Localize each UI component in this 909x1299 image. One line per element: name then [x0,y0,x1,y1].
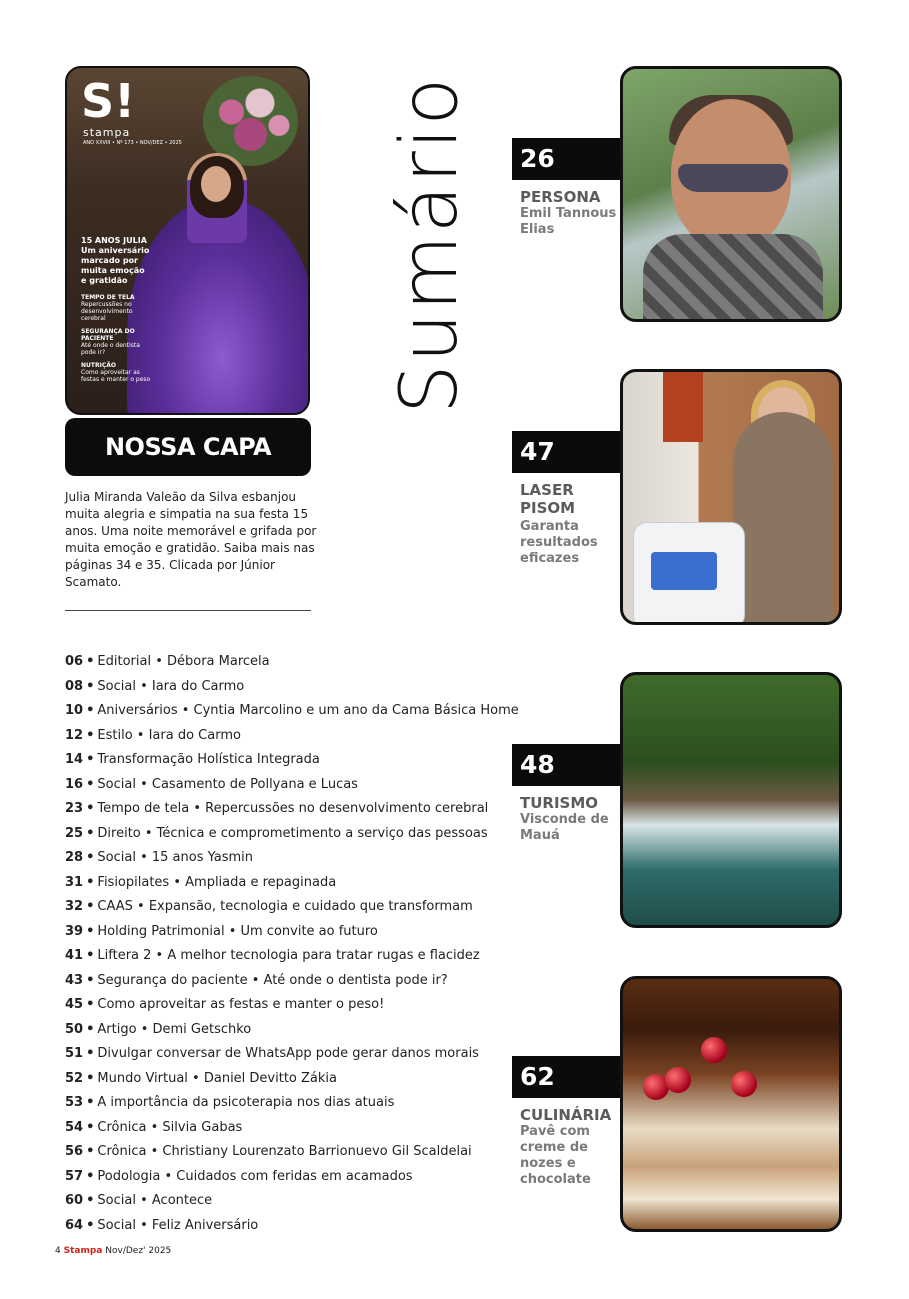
toc-text: Transformação Holística Integrada [97,752,320,767]
toc-item[interactable] [65,1140,505,1165]
feature-category: CULINÁRIA [520,1106,612,1124]
cover-image[interactable] [65,66,310,415]
girl-face [201,166,231,202]
toc-page: 50 [65,1021,84,1037]
toc-page: 31 [65,874,84,890]
toc-item[interactable] [65,1042,505,1067]
bullet: • [86,654,95,669]
toc-page: 57 [65,1168,84,1184]
woman-figure [733,412,833,625]
cover-headline: 15 ANOS JULIA Um aniversário marcado por muita emoção e gratidão [81,236,150,285]
bullet: • [86,801,95,816]
toc-text: Podologia • Cuidados com feridas em acamados [97,1168,413,1184]
cherry [665,1067,691,1093]
toc-text: Social • 15 anos Yasmin [97,850,254,865]
toc-item[interactable] [65,895,505,920]
toc-text: Fisiopilates • Ampliada e repaginada [97,874,337,890]
cover-blurb-title: TEMPO DE TELA [81,294,135,301]
toc-item[interactable] [65,871,505,896]
feature-subtitle: Garanta resultados eficazes [520,519,598,566]
cover-blurbs [81,236,151,389]
toc-text: Direito • Técnica e comprometimento a serviço das pessoas [97,825,488,841]
toc-item[interactable] [65,1165,505,1190]
toc-page: 25 [65,825,84,841]
bullet: • [86,850,95,865]
toc-text: Editorial • Débora Marcela [97,654,270,669]
toc-page: 16 [65,776,84,792]
toc-page: 54 [65,1119,84,1135]
bullet: • [86,825,95,841]
toc-text: Estilo • Iara do Carmo [97,727,241,743]
toc-item[interactable] [65,748,505,773]
bullet: • [86,1193,95,1208]
divider [65,610,311,611]
feature-page-number: 26 [512,138,632,180]
footer-brand: Stampa [63,1246,103,1256]
cherry [731,1071,757,1097]
bullet: • [86,1144,95,1159]
toc-page: 08 [65,678,84,694]
nossa-capa-label: NOSSA CAPA [65,418,311,476]
shelf [663,372,703,442]
bullet: • [86,1168,95,1184]
toc-text: CAAS • Expansão, tecnologia e cuidado que transformam [97,899,473,914]
cover-blurb-text: Até onde o dentista pode ir? [81,342,140,356]
toc-text: Segurança do paciente • Até onde o dentista pode ir? [97,972,448,988]
toc-page: 43 [65,972,84,988]
toc-page: 14 [65,752,84,767]
toc-page: 28 [65,850,84,865]
bullet: • [86,727,95,743]
toc-page: 45 [65,997,84,1012]
cover-blurb-text: Como aproveitar as festas e manter o peso [81,369,151,383]
toc-text: Social • Feliz Aniversário [97,1217,259,1233]
feature-page-number: 62 [512,1056,632,1098]
toc-item[interactable] [65,1189,505,1214]
scarf [643,234,823,322]
bullet: • [86,1070,95,1086]
footer-edition: Nov/Dez' 2025 [105,1246,172,1256]
cherry [701,1037,727,1063]
cover-blurb-text: Repercussões no desenvolvimento cerebral [81,301,133,322]
toc-text: Como aproveitar as festas e manter o peso! [97,997,385,1012]
toc-page: 32 [65,899,84,914]
feature-category: TURISMO [520,794,599,812]
footer-page-number: 4 [55,1246,61,1256]
toc-item[interactable] [65,1091,505,1116]
table-of-contents [65,650,519,1238]
toc-item[interactable] [65,650,505,675]
feature-category: LASER PISOM [520,481,576,517]
toc-item[interactable] [65,920,505,945]
toc-page: 39 [65,923,84,939]
toc-text: Liftera 2 • A melhor tecnologia para tratar rugas e flacidez [97,948,480,963]
toc-item[interactable] [65,699,519,724]
toc-page: 52 [65,1070,84,1086]
feature-page-number: 48 [512,744,632,786]
toc-page: 12 [65,727,84,743]
persona-photo[interactable] [620,66,842,322]
feature-category: PERSONA [520,188,601,206]
toc-item[interactable] [65,1018,505,1043]
toc-text: Tempo de tela • Repercussões no desenvolvimento cerebral [97,801,489,816]
waterfall-photo[interactable] [620,672,842,928]
bullet: • [86,1095,95,1110]
toc-page: 06 [65,654,84,669]
toc-item[interactable] [65,773,505,798]
page-footer [55,1246,171,1256]
bullet: • [86,1119,95,1135]
toc-page: 41 [65,948,84,963]
cover-issue: ANO XXVIII • Nº 173 • NOV/DEZ • 2025 [83,140,182,146]
feature-page-number: 47 [512,431,632,473]
toc-text: Divulgar conversar de WhatsApp pode gerar danos morais [97,1046,479,1061]
bullet: • [86,923,95,939]
bullet: • [86,899,95,914]
toc-text: Holding Patrimonial • Um convite ao futuro [97,923,378,939]
toc-item[interactable] [65,993,505,1018]
toc-page: 10 [65,703,84,718]
toc-item[interactable] [65,1214,505,1239]
toc-text: Social • Casamento de Pollyana e Lucas [97,776,358,792]
feature-subtitle: Emil Tannous Elias [520,206,617,237]
toc-text: Aniversários • Cyntia Marcolino e um ano da Cama Básica Home [97,703,519,718]
toc-page: 56 [65,1144,84,1159]
toc-text: Mundo Virtual • Daniel Devitto Zákia [97,1070,337,1086]
toc-page: 53 [65,1095,84,1110]
bullet: • [86,874,95,890]
bullet: • [86,703,95,718]
magazine-logo-sub: stampa [83,126,131,139]
bullet: • [86,752,95,767]
cover-description: Julia Miranda Valeão da Silva esbanjou muita alegria e simpatia na sua festa 15 anos. Uma noite memorável e grifada por muita emoção e gratidão. Saiba mais nas páginas 34 e 35. Clicada por Júnior Scamato. [65,490,317,589]
bullet: • [86,678,95,694]
toc-text: Social • Acontece [97,1193,213,1208]
bullet: • [86,1046,95,1061]
toc-item[interactable] [65,724,505,749]
cover-blurb-title: NUTRIÇÃO [81,362,116,369]
sunglasses [678,164,788,192]
toc-item[interactable] [65,846,505,871]
toc-item[interactable] [65,969,505,994]
toc-text: Artigo • Demi Getschko [97,1021,252,1037]
toc-item[interactable] [65,797,505,822]
magazine-logo: S! [81,74,136,128]
dessert-photo[interactable] [620,976,842,1232]
toc-page: 64 [65,1217,84,1233]
bullet: • [86,1021,95,1037]
toc-text: Crônica • Silvia Gabas [97,1119,243,1135]
laser-photo[interactable] [620,369,842,625]
toc-item[interactable] [65,675,505,700]
toc-item[interactable] [65,1067,505,1092]
toc-text: Crônica • Christiany Lourenzato Barrionuevo Gil Scaldelai [97,1144,472,1159]
toc-page: 60 [65,1193,84,1208]
device-screen [651,552,717,590]
toc-item[interactable] [65,1116,505,1141]
toc-page: 23 [65,801,84,816]
feature-subtitle: Visconde de Mauá [520,812,609,843]
bullet: • [86,948,95,963]
bullet: • [86,997,95,1012]
feature-subtitle: Pavê com creme de nozes e chocolate [520,1124,591,1187]
toc-text: A importância da psicoterapia nos dias atuais [97,1095,395,1110]
toc-item[interactable] [65,944,505,969]
bullet: • [86,776,95,792]
cover-blurb-title: SEGURANÇA DO PACIENTE [81,328,135,342]
page-title: Sumário [385,75,475,415]
toc-page: 51 [65,1046,84,1061]
bullet: • [86,972,95,988]
bullet: • [86,1217,95,1233]
toc-text: Social • Iara do Carmo [97,678,245,694]
toc-item[interactable] [65,822,505,847]
